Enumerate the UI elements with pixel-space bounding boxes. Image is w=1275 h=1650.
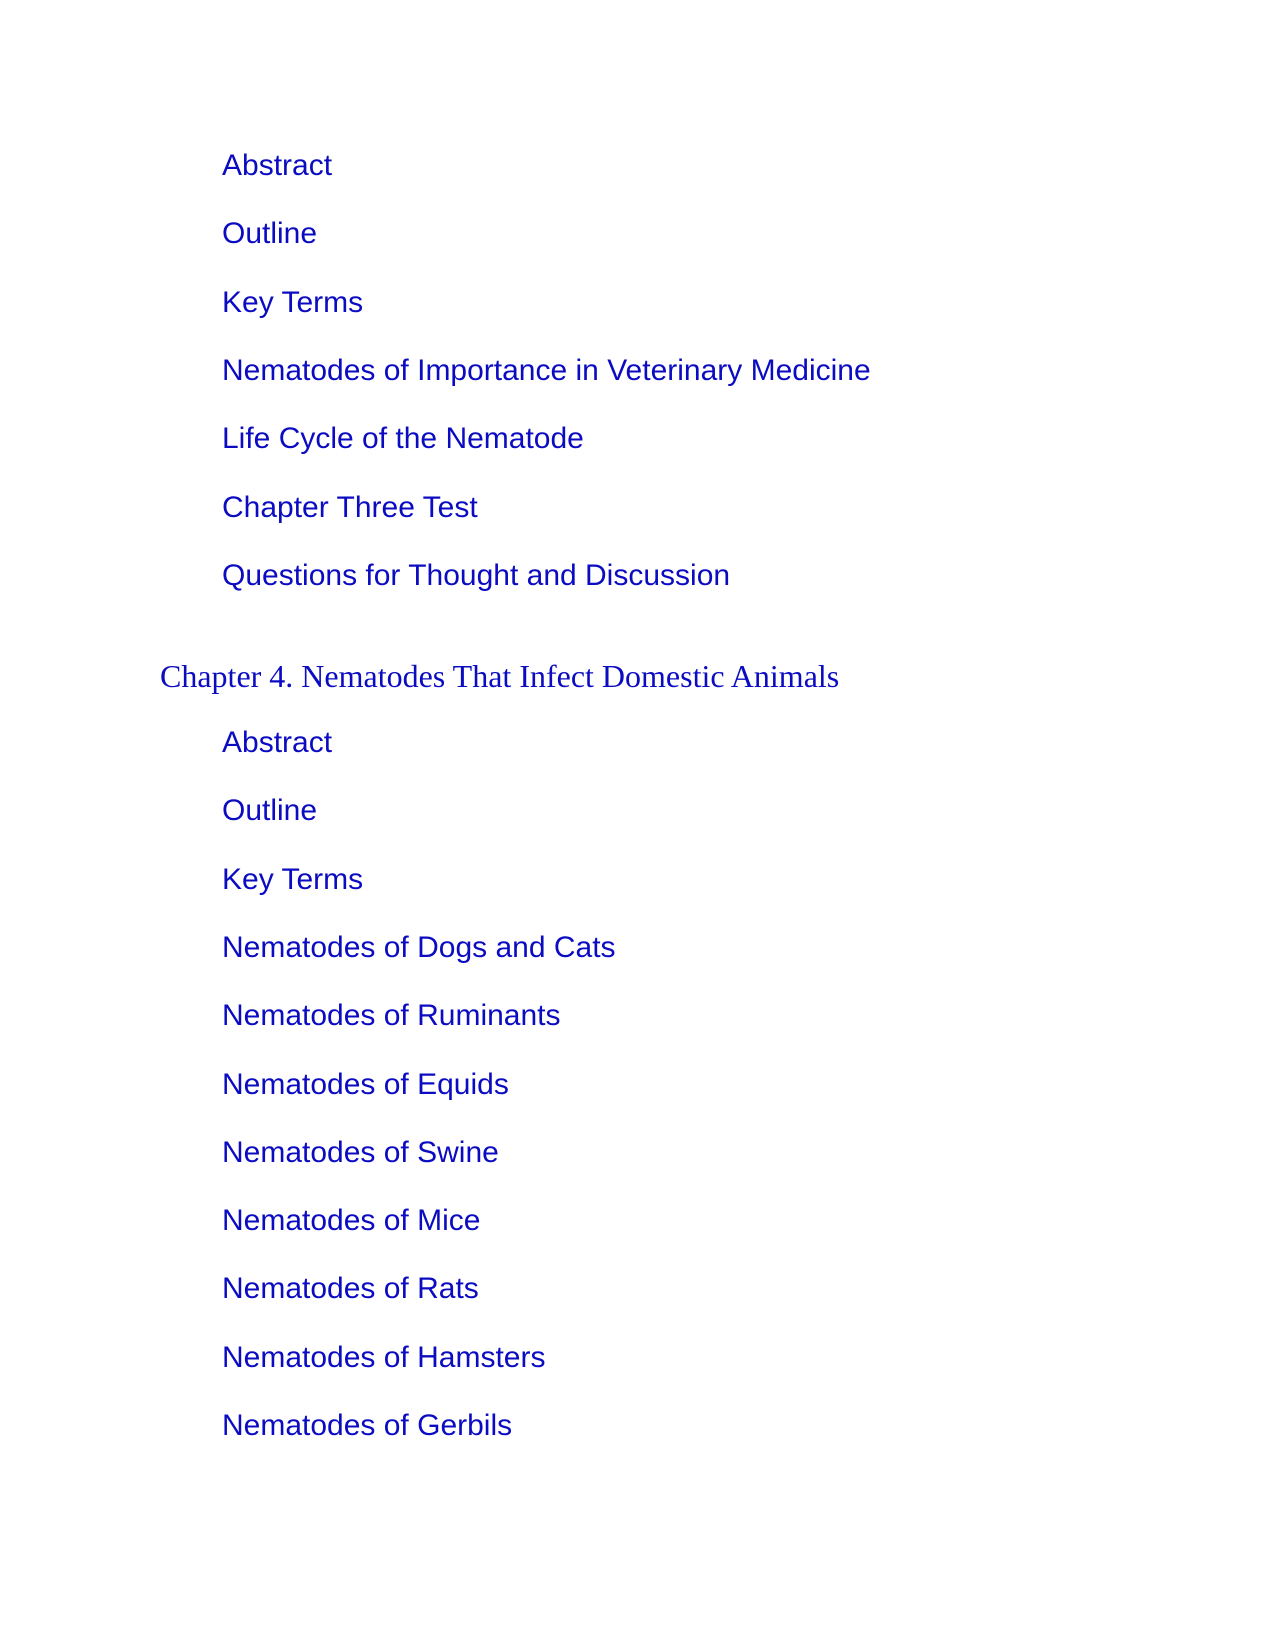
toc-link-ch4-abstract[interactable]: Abstract — [222, 726, 333, 759]
toc-link-ch3-key-terms[interactable]: Key Terms — [222, 286, 364, 319]
toc-link-ch4-gerbils[interactable]: Nematodes of Gerbils — [222, 1409, 513, 1442]
toc-link-ch3-abstract[interactable]: Abstract — [222, 149, 333, 182]
toc-link-ch4-mice[interactable]: Nematodes of Mice — [222, 1204, 481, 1237]
toc-link-ch4-rats[interactable]: Nematodes of Rats — [222, 1272, 479, 1305]
toc-chapter-4-heading[interactable]: Chapter 4. Nematodes That Infect Domestic Animals — [160, 658, 840, 694]
toc-link-ch4-swine[interactable]: Nematodes of Swine — [222, 1136, 499, 1169]
toc-link-ch3-life-cycle[interactable]: Life Cycle of the Nematode — [222, 422, 584, 455]
toc-link-ch4-outline[interactable]: Outline — [222, 794, 318, 827]
toc-link-ch3-test[interactable]: Chapter Three Test — [222, 491, 478, 524]
toc-link-ch4-key-terms[interactable]: Key Terms — [222, 863, 364, 896]
toc-link-ch4-ruminants[interactable]: Nematodes of Ruminants — [222, 999, 561, 1032]
toc-link-ch4-hamsters[interactable]: Nematodes of Hamsters — [222, 1341, 546, 1374]
toc-link-ch3-questions[interactable]: Questions for Thought and Discussion — [222, 559, 731, 592]
toc-link-ch3-outline[interactable]: Outline — [222, 217, 318, 250]
toc-link-ch4-dogs-cats[interactable]: Nematodes of Dogs and Cats — [222, 931, 616, 964]
toc-link-ch3-nematodes-importance[interactable]: Nematodes of Importance in Veterinary Medicine — [222, 354, 871, 387]
toc-link-ch4-equids[interactable]: Nematodes of Equids — [222, 1068, 509, 1101]
